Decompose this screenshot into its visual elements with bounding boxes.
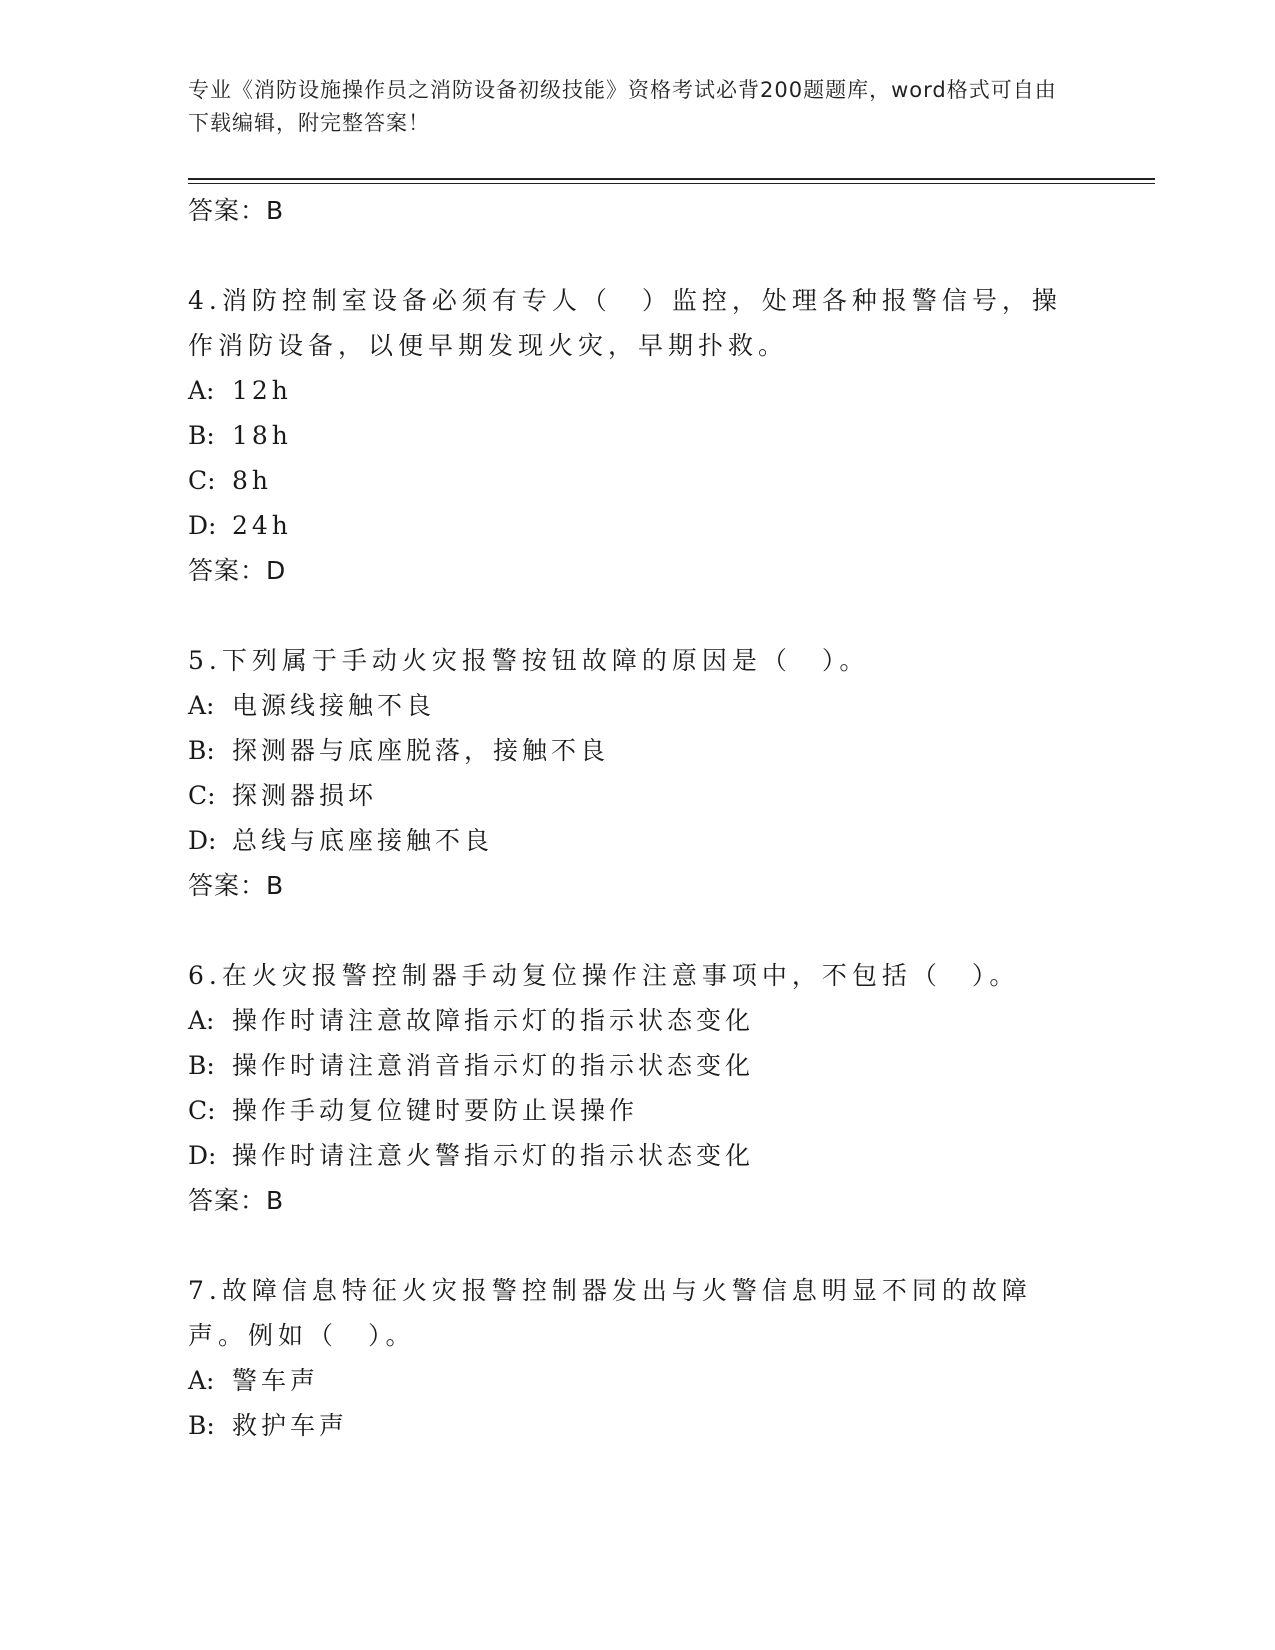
option-b (188, 1043, 1068, 1088)
option-key: A: (188, 1366, 215, 1395)
option-key: C: (188, 466, 216, 495)
option-b (188, 1403, 1068, 1448)
option-key: C: (188, 781, 216, 810)
answer-line: 答案：D (188, 556, 287, 585)
option-a (188, 683, 1068, 728)
option-d (188, 1133, 1068, 1178)
option-text: 操作时请注意火警指示灯的指示状态变化 (232, 1141, 755, 1170)
spacer (188, 594, 1068, 638)
option-text: 操作时请注意消音指示灯的指示状态变化 (232, 1051, 755, 1080)
option-text: 警车声 (232, 1366, 320, 1395)
option-text: 电源线接触不良 (232, 691, 436, 720)
answer-line: 答案：B (188, 871, 285, 900)
option-a (188, 1358, 1068, 1403)
option-a (188, 368, 1068, 413)
option-key: A: (188, 376, 215, 405)
option-text: 18h (232, 421, 292, 450)
question-list (188, 188, 1068, 1448)
question-block (188, 638, 1068, 909)
option-key: A: (188, 1006, 215, 1035)
option-key: D: (188, 511, 217, 540)
option-key: D: (188, 1141, 217, 1170)
option-text: 探测器损坏 (232, 781, 378, 810)
question-block (188, 1268, 1068, 1448)
option-text: 探测器与底座脱落，接触不良 (232, 736, 610, 765)
answer-line: 答案：B (188, 196, 285, 225)
option-text: 操作手动复位键时要防止误操作 (232, 1096, 639, 1125)
option-key: D: (188, 826, 217, 855)
option-b (188, 413, 1068, 458)
header-divider-thin (188, 183, 1155, 184)
option-text: 操作时请注意故障指示灯的指示状态变化 (232, 1006, 755, 1035)
option-text: 总线与底座接触不良 (232, 826, 494, 855)
spacer (188, 909, 1068, 953)
question-block (188, 278, 1068, 594)
option-text: 24h (232, 511, 292, 540)
option-d (188, 503, 1068, 548)
option-key: A: (188, 691, 215, 720)
option-d (188, 818, 1068, 863)
option-key: B: (188, 1051, 215, 1080)
option-a (188, 998, 1068, 1043)
option-text: 救护车声 (232, 1411, 349, 1440)
option-b (188, 728, 1068, 773)
document-header: 专业《消防设施操作员之消防设备初级技能》资格考试必背200题题库，word格式可自由下载编辑，附完整答案！ (188, 78, 1057, 135)
question-text: 5.下列属于手动火灾报警按钮故障的原因是（ ）。 (188, 646, 870, 675)
spacer (188, 234, 1068, 278)
option-key: B: (188, 421, 215, 450)
question-text: 6.在火灾报警控制器手动复位操作注意事项中，不包括（ ）。 (188, 961, 1020, 990)
option-c (188, 1088, 1068, 1133)
option-key: C: (188, 1096, 216, 1125)
header-divider-thick (188, 178, 1155, 180)
option-text: 8h (232, 466, 273, 495)
option-key: B: (188, 1411, 215, 1440)
question-text: 4.消防控制室设备必须有专人（ ）监控，处理各种报警信号，操作消防设备，以便早期发现火灾，早期扑救。 (188, 286, 1062, 360)
option-key: B: (188, 736, 215, 765)
answer-line: 答案：B (188, 1186, 285, 1215)
option-c (188, 773, 1068, 818)
spacer (188, 1224, 1068, 1268)
question-block (188, 953, 1068, 1224)
option-c (188, 458, 1068, 503)
question-text: 7.故障信息特征火灾报警控制器发出与火警信息明显不同的故障声。例如（ ）。 (188, 1276, 1032, 1350)
option-text: 12h (232, 376, 292, 405)
